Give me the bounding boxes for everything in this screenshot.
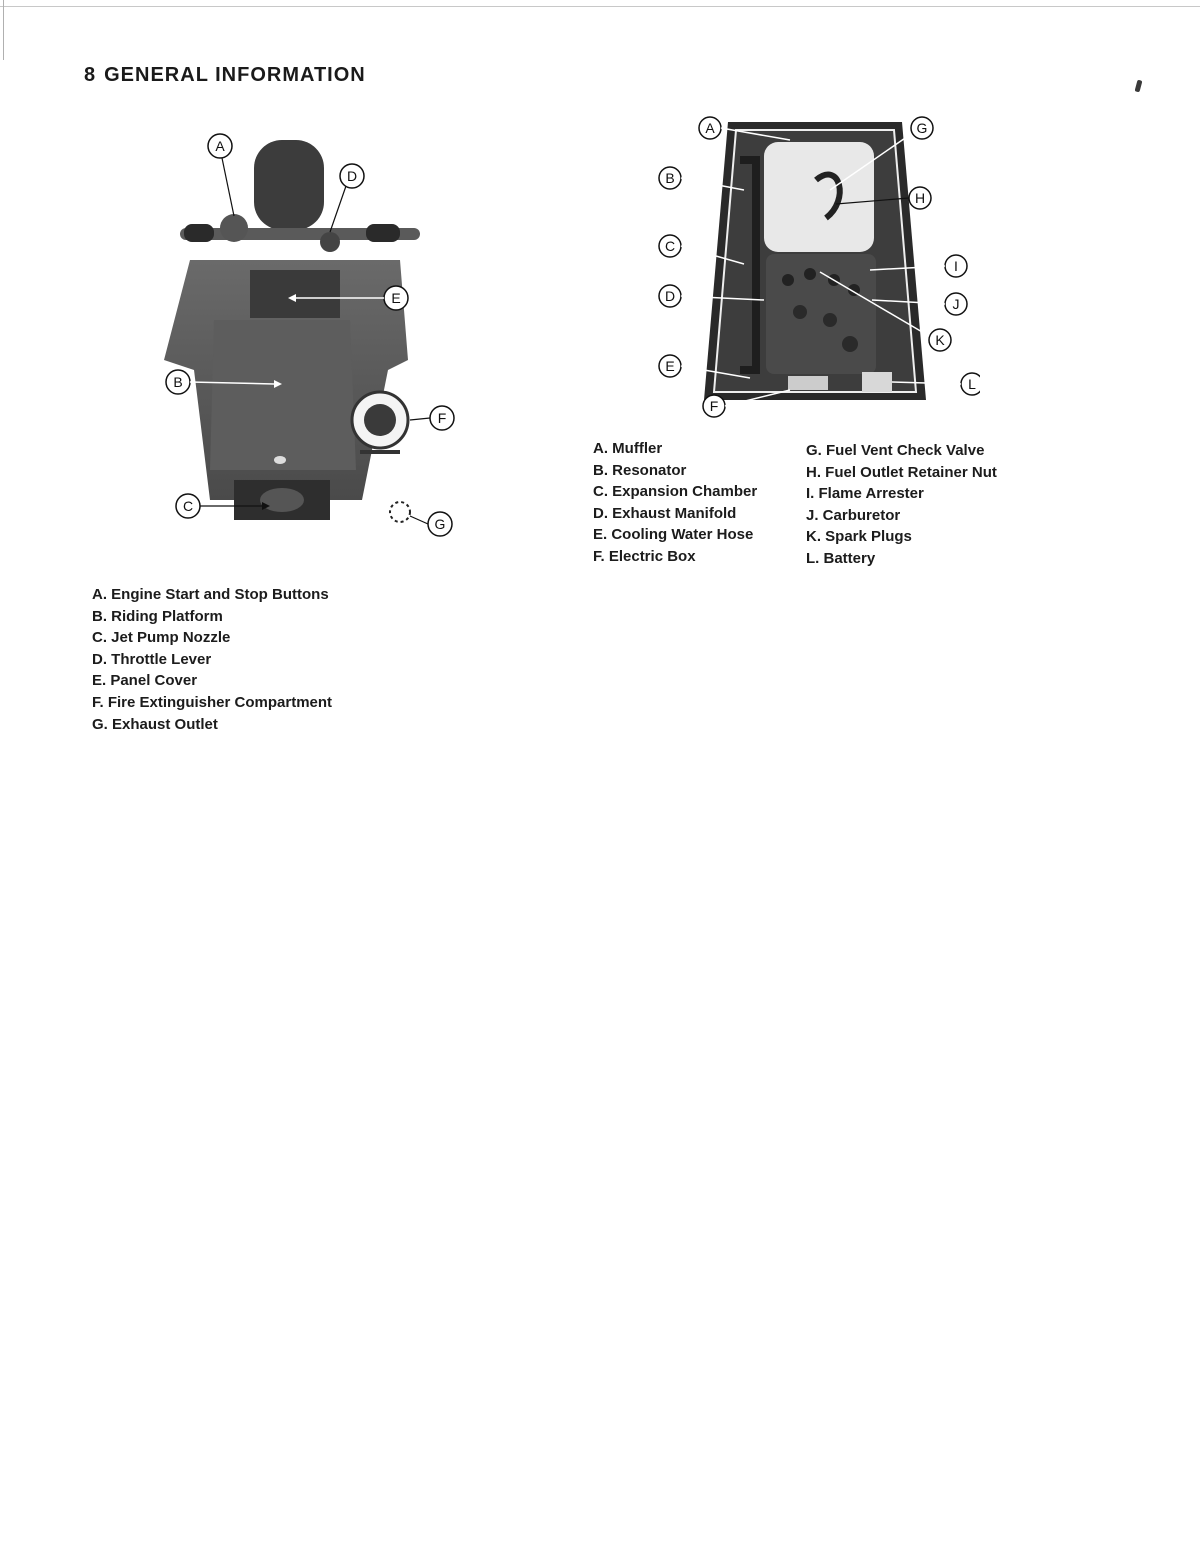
- svg-text:E: E: [665, 358, 675, 374]
- legend-item: J. Carburetor: [806, 506, 901, 524]
- svg-text:D: D: [346, 168, 358, 184]
- page-title: GENERAL INFORMATION: [104, 64, 366, 86]
- jet-ski-top-view-figure: [150, 120, 470, 540]
- scan-speck: [1135, 80, 1143, 93]
- legend-item: K. Spark Plugs: [806, 528, 912, 546]
- engine-compartment-legend-col2: [806, 440, 997, 570]
- svg-text:A: A: [705, 120, 715, 136]
- exhaust-outlet: [390, 502, 410, 522]
- svg-text:D: D: [664, 288, 676, 304]
- riding-platform: [210, 320, 356, 470]
- svg-text:F: F: [709, 398, 719, 414]
- start-stop-switch-box: [220, 214, 248, 242]
- scan-edge-line: [0, 6, 1200, 7]
- legend-item: G. Fuel Vent Check Valve: [806, 442, 985, 459]
- svg-text:I: I: [954, 258, 958, 274]
- page-header: [84, 64, 374, 87]
- page-number: 8: [84, 64, 97, 86]
- drain-hole: [274, 456, 286, 464]
- battery: [862, 372, 892, 392]
- svg-text:E: E: [391, 290, 401, 306]
- legend-item: L. Battery: [806, 549, 876, 567]
- legend-item: B. Riding Platform: [92, 607, 223, 625]
- legend-item: H. Fuel Outlet Retainer Nut: [806, 463, 997, 481]
- svg-text:H: H: [914, 190, 926, 206]
- legend-item: E. Cooling Water Hose: [593, 526, 754, 544]
- svg-text:C: C: [182, 498, 194, 514]
- jet-ski-top-view-illustration: [150, 120, 470, 540]
- callout-g: [410, 512, 452, 536]
- grip-left: [184, 224, 214, 242]
- legend-item: D. Throttle Lever: [92, 650, 212, 668]
- jet-ski-legend: [92, 584, 332, 735]
- legend-item: D. Exhaust Manifold: [593, 504, 737, 522]
- legend-item: I. Flame Arrester: [806, 485, 924, 503]
- callout-f: [410, 406, 454, 430]
- svg-text:A: A: [215, 138, 225, 154]
- svg-text:L: L: [968, 376, 976, 392]
- svg-text:F: F: [437, 410, 447, 426]
- grip-right: [366, 224, 400, 242]
- engine-compartment-illustration: [640, 100, 980, 430]
- legend-item: B. Resonator: [593, 461, 687, 479]
- svg-text:J: J: [952, 296, 960, 312]
- handle-pole: [254, 140, 324, 230]
- callout-d: [330, 164, 364, 232]
- engine-compartment-figure: [640, 100, 980, 430]
- legend-item: F. Electric Box: [593, 547, 696, 565]
- callout-a: [208, 134, 234, 216]
- legend-item: C. Expansion Chamber: [593, 483, 758, 501]
- legend-item: A. Engine Start and Stop Buttons: [92, 586, 329, 603]
- panel-cover: [250, 270, 340, 318]
- svg-text:C: C: [664, 238, 676, 254]
- legend-item: F. Fire Extinguisher Compartment: [92, 693, 333, 711]
- svg-text:K: K: [935, 332, 945, 348]
- engine-compartment-legend-col1: [593, 438, 757, 568]
- fuel-tank: [764, 142, 874, 252]
- legend-item: E. Panel Cover: [92, 672, 198, 690]
- legend-item: C. Jet Pump Nozzle: [92, 629, 231, 647]
- legend-item: G. Exhaust Outlet: [92, 715, 218, 733]
- svg-text:B: B: [173, 374, 183, 390]
- svg-text:B: B: [665, 170, 675, 186]
- scan-edge-line-left: [3, 0, 4, 60]
- throttle-lever: [320, 232, 340, 252]
- svg-text:G: G: [434, 516, 446, 532]
- legend-item: A. Muffler: [593, 440, 663, 457]
- svg-text:G: G: [916, 120, 928, 136]
- electric-box: [788, 376, 828, 390]
